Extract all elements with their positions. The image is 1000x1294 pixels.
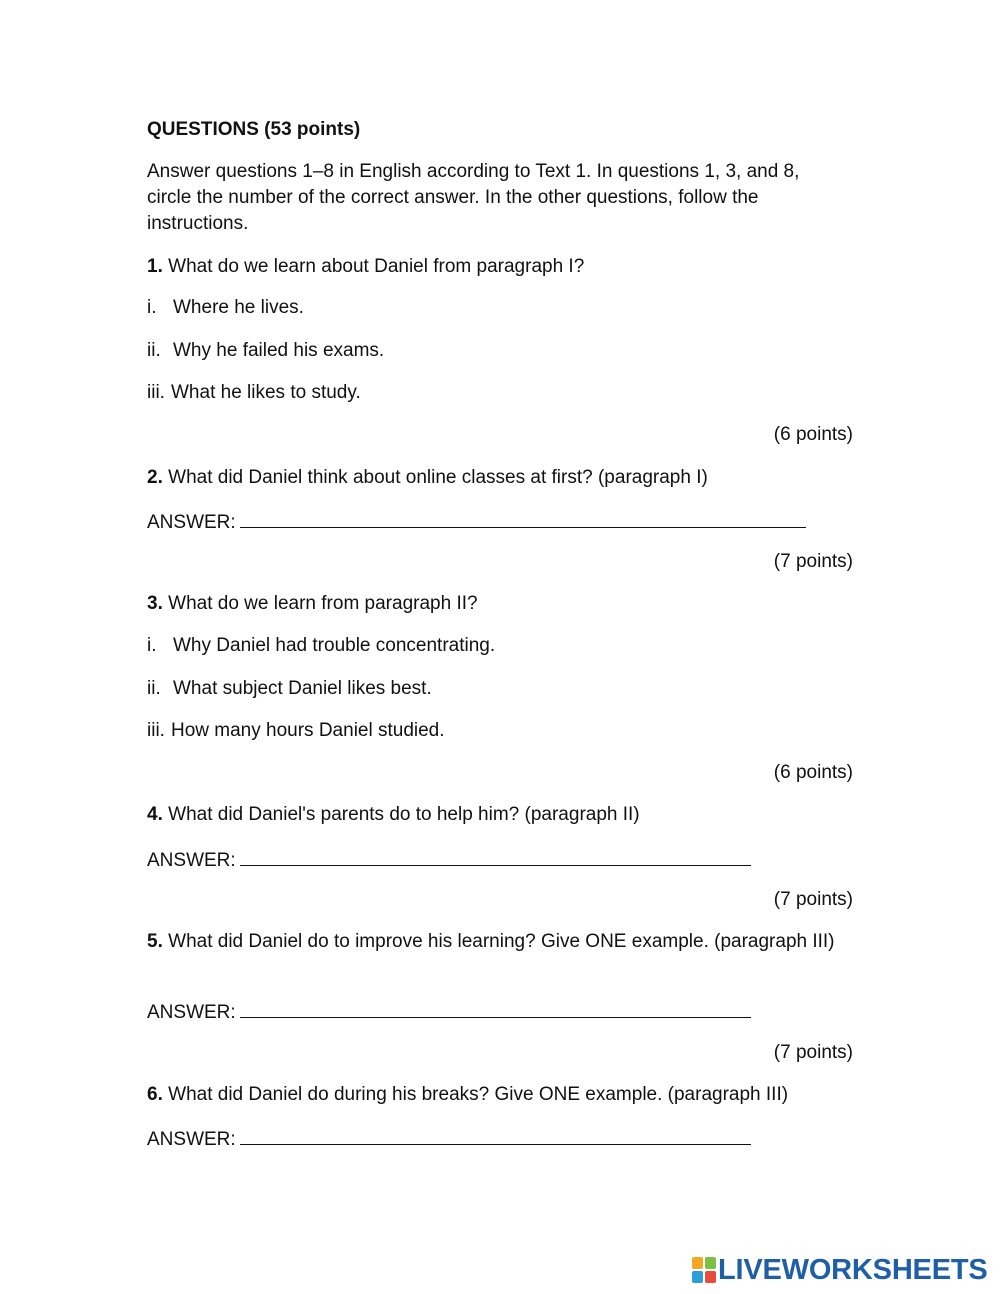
answer-label: ANSWER:: [147, 1002, 236, 1023]
question-text: What did Daniel's parents do to help him? (paragraph II): [168, 804, 640, 825]
question-5: [147, 929, 847, 955]
option-number[interactable]: i.: [147, 635, 157, 656]
q5-answer-field[interactable]: [240, 997, 751, 1018]
logo-tile: [692, 1257, 703, 1269]
logo-tile: [705, 1257, 716, 1269]
q1-option-i[interactable]: [147, 295, 304, 321]
logo-text: LIVEWORKSHEETS: [718, 1253, 988, 1286]
q3-points: (6 points): [773, 762, 853, 783]
option-text: What he likes to study.: [171, 382, 361, 403]
question-number: 4.: [147, 804, 163, 825]
q6-answer-row: [147, 1124, 751, 1153]
question-number: 2.: [147, 467, 163, 488]
q2-points: (7 points): [773, 551, 853, 572]
question-number: 5.: [147, 931, 163, 952]
q5-answer-row: [147, 997, 751, 1026]
question-6: [147, 1082, 788, 1108]
answer-label: ANSWER:: [147, 512, 236, 533]
q4-answer-field[interactable]: [240, 845, 751, 866]
option-number[interactable]: ii.: [147, 340, 161, 361]
question-3: [147, 591, 478, 617]
logo-tile: [705, 1271, 716, 1283]
question-2: [147, 465, 708, 491]
question-text: What did Daniel think about online classes at first? (paragraph I): [168, 467, 708, 488]
q1-points: (6 points): [773, 424, 853, 445]
question-text: What do we learn about Daniel from paragraph I?: [168, 256, 585, 277]
q2-answer-row: [147, 507, 806, 536]
q4-points: (7 points): [773, 889, 853, 910]
liveworksheets-logo: [692, 1254, 988, 1286]
option-number[interactable]: ii.: [147, 678, 161, 699]
option-number[interactable]: iii.: [147, 382, 165, 403]
q3-option-iii[interactable]: [147, 718, 445, 744]
page-title: QUESTIONS (53 points): [147, 119, 361, 140]
question-text: What did Daniel do during his breaks? Give ONE example. (paragraph III): [168, 1084, 789, 1105]
answer-label: ANSWER:: [147, 1129, 236, 1150]
q3-option-i[interactable]: [147, 633, 495, 659]
option-text: Why he failed his exams.: [173, 340, 385, 361]
question-number: 1.: [147, 256, 163, 277]
q6-answer-field[interactable]: [240, 1124, 751, 1145]
q4-answer-row: [147, 845, 751, 874]
question-text: What do we learn from paragraph II?: [168, 593, 478, 614]
question-1: [147, 254, 584, 280]
question-text: What did Daniel do to improve his learning? Give ONE example. (paragraph III): [168, 931, 835, 952]
question-number: 6.: [147, 1084, 163, 1105]
question-4: [147, 802, 640, 828]
option-text: Where he lives.: [173, 297, 304, 318]
option-text: How many hours Daniel studied.: [171, 720, 445, 741]
liveworksheets-logo-icon: [692, 1257, 716, 1283]
q1-option-iii[interactable]: [147, 380, 361, 406]
q1-option-ii[interactable]: [147, 338, 384, 364]
option-text: What subject Daniel likes best.: [173, 678, 432, 699]
option-text: Why Daniel had trouble concentrating.: [173, 635, 496, 656]
q5-points: (7 points): [773, 1042, 853, 1063]
option-number[interactable]: iii.: [147, 720, 165, 741]
logo-tile: [692, 1271, 703, 1283]
option-number[interactable]: i.: [147, 297, 157, 318]
instructions: Answer questions 1–8 in English according to Text 1. In questions 1, 3, and 8, circle the number of the correct answer. In the other questions, follow the instructions.: [147, 161, 800, 234]
q2-answer-field[interactable]: [240, 507, 806, 528]
q3-option-ii[interactable]: [147, 676, 432, 702]
question-number: 3.: [147, 593, 163, 614]
answer-label: ANSWER:: [147, 850, 236, 871]
